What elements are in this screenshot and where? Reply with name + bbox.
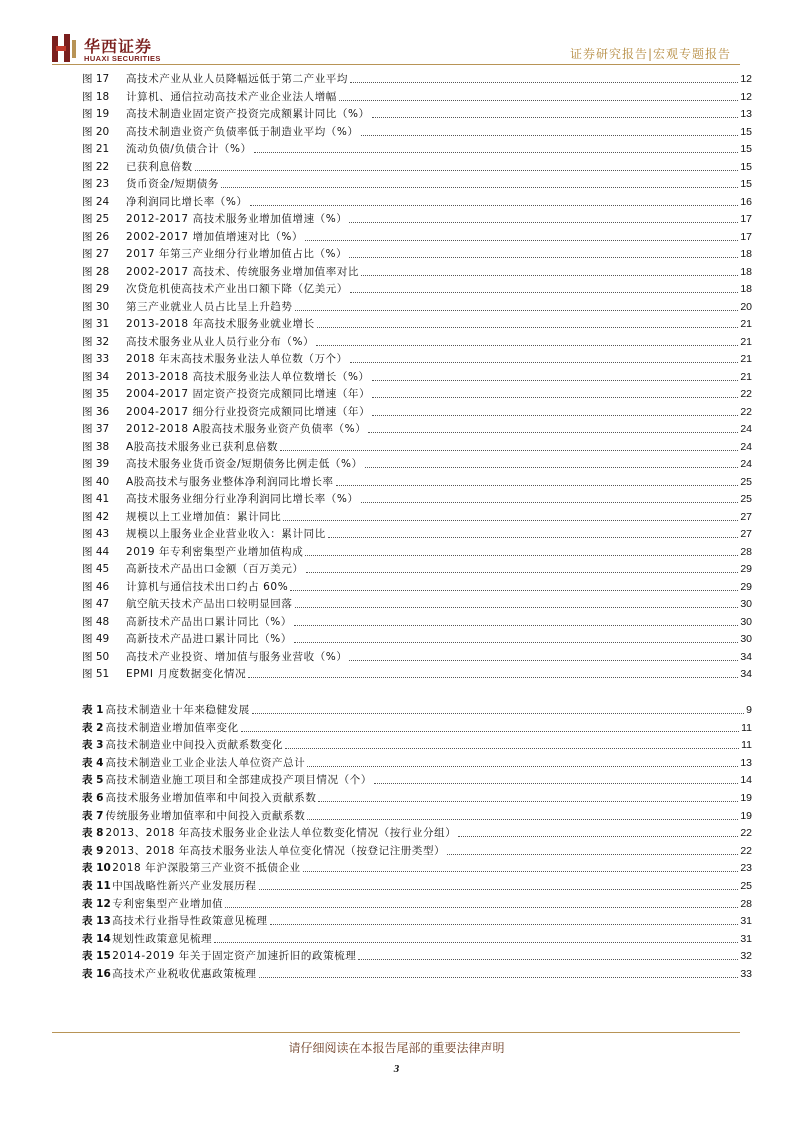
figure-entry[interactable] — [82, 404, 752, 421]
entry-page: 29 — [740, 563, 752, 575]
entry-number: 表 13 — [82, 915, 111, 928]
entry-number: 图 42 — [82, 510, 110, 523]
entry-number: 图 34 — [82, 370, 110, 383]
entry-number: 图 24 — [82, 195, 110, 208]
figure-entry[interactable] — [82, 509, 752, 526]
figure-entry[interactable] — [82, 264, 752, 281]
entry-page: 30 — [740, 615, 752, 628]
entry-page: 25 — [740, 475, 752, 488]
figure-entry[interactable] — [82, 544, 752, 561]
table-entry[interactable] — [82, 948, 752, 965]
entry-page: 24 — [740, 440, 752, 453]
entry-number: 图 33 — [82, 353, 110, 365]
entry-number: 表 9 — [82, 844, 104, 857]
entry-page: 24 — [740, 458, 752, 470]
table-entry[interactable] — [82, 702, 752, 719]
table-entry[interactable] — [82, 878, 752, 895]
entry-number: 图 19 — [82, 108, 110, 120]
entry-page: 22 — [740, 844, 752, 857]
figure-entry[interactable] — [82, 596, 752, 613]
dot-leader — [374, 783, 738, 784]
figure-entry[interactable] — [82, 71, 752, 88]
figure-entry[interactable] — [82, 526, 752, 543]
entry-title: 次贷危机使高技术产业出口额下降（亿美元） — [126, 283, 348, 295]
entry-number: 图 45 — [82, 563, 110, 575]
entry-title: 已获利息倍数 — [126, 160, 193, 173]
table-entry[interactable] — [82, 808, 752, 825]
figure-entry[interactable] — [82, 159, 752, 176]
dot-leader — [368, 432, 738, 433]
entry-title: 2014-2019 年关于固定资产加速折旧的政策梳理 — [112, 950, 357, 963]
entry-page: 23 — [740, 862, 752, 875]
figure-entry[interactable] — [82, 246, 752, 263]
dot-leader — [306, 572, 739, 573]
entry-number: 图 28 — [82, 265, 110, 278]
entry-number: 图 30 — [82, 300, 110, 313]
entry-number: 图 51 — [82, 668, 110, 680]
dot-leader — [290, 590, 738, 591]
entry-number: 图 22 — [82, 160, 110, 173]
entry-page: 15 — [740, 178, 752, 190]
dot-leader — [316, 345, 738, 346]
entry-title: 传统服务业增加值率和中间投入贡献系数 — [105, 809, 306, 822]
entry-number: 表 14 — [82, 932, 111, 945]
dot-leader — [307, 819, 738, 820]
dot-leader — [225, 907, 738, 908]
entry-number: 图 17 — [82, 73, 110, 85]
entry-title: 2013、2018 年高技术服务业企业法人单位数变化情况（按行业分组） — [105, 827, 457, 840]
figure-entry[interactable] — [82, 106, 752, 123]
entry-page: 32 — [740, 950, 752, 963]
entry-number: 图 23 — [82, 178, 110, 190]
brand-name-en: HUAXI SECURITIES — [84, 54, 161, 63]
entry-title: EPMI 月度数据变化情况 — [126, 668, 247, 680]
figure-entry[interactable] — [82, 491, 752, 508]
entry-page: 17 — [740, 230, 752, 243]
entry-number: 图 50 — [82, 650, 110, 663]
dot-leader — [294, 642, 738, 643]
entry-title: 高技术制造业工业企业法人单位资产总计 — [105, 756, 306, 769]
dot-leader — [221, 187, 738, 188]
entry-title: 高技术服务业从业人员行业分布（%） — [126, 335, 315, 348]
figure-entry[interactable] — [82, 316, 752, 333]
entry-title: 流动负债/负债合计（%） — [126, 143, 252, 155]
entry-title: 高技术服务业细分行业净利润同比增长率（%） — [126, 493, 359, 505]
entry-title: 货币资金/短期债务 — [126, 178, 219, 190]
dot-leader — [248, 677, 738, 678]
dot-leader — [259, 889, 739, 890]
entry-number: 表 10 — [82, 862, 111, 875]
table-entry[interactable] — [82, 843, 752, 860]
table-entry[interactable] — [82, 825, 752, 842]
entry-number: 图 40 — [82, 475, 110, 488]
entry-number: 表 15 — [82, 950, 111, 963]
entry-title: 第三产业就业人员占比呈上升趋势 — [126, 300, 293, 313]
entry-title: 高技术制造业增加值率变化 — [105, 721, 239, 734]
figure-entry[interactable] — [82, 649, 752, 666]
figure-entry[interactable] — [82, 666, 752, 683]
entry-page: 30 — [740, 633, 752, 645]
dot-leader — [259, 977, 739, 978]
dot-leader — [285, 748, 739, 749]
entry-number: 图 41 — [82, 493, 110, 505]
dot-leader — [372, 117, 739, 118]
entry-number: 图 27 — [82, 248, 110, 260]
entry-page: 28 — [740, 545, 752, 558]
entry-page: 17 — [740, 213, 752, 225]
entry-title: 航空航天技术产品出口较明显回落 — [126, 598, 293, 610]
entry-page: 18 — [740, 265, 752, 278]
dot-leader — [349, 660, 738, 661]
dot-leader — [365, 467, 739, 468]
entry-title: 2004-2017 细分行业投资完成额同比增速（年） — [126, 405, 371, 418]
entry-page: 12 — [740, 73, 752, 85]
huaxi-logo-icon — [52, 34, 78, 62]
entry-page: 14 — [740, 774, 752, 787]
entry-number: 图 43 — [82, 528, 110, 540]
figure-entry[interactable] — [82, 631, 752, 648]
entry-page: 31 — [740, 915, 752, 928]
dot-leader — [447, 854, 738, 855]
entry-title: 高技术制造业施工项目和全部建成投产项目情况（个） — [105, 774, 372, 787]
dot-leader — [349, 222, 738, 223]
dot-leader — [361, 502, 739, 503]
footer-divider — [52, 1032, 740, 1033]
entry-page: 15 — [740, 160, 752, 173]
entry-number: 图 47 — [82, 598, 110, 610]
entry-page: 27 — [740, 510, 752, 523]
entry-page: 22 — [740, 388, 752, 400]
entry-page: 11 — [741, 721, 752, 734]
entry-page: 24 — [740, 423, 752, 435]
entry-page: 34 — [740, 668, 752, 680]
entry-page: 33 — [740, 968, 752, 980]
entry-title: 高技术产业从业人员降幅远低于第二产业平均 — [126, 73, 348, 85]
dot-leader — [283, 520, 738, 521]
legal-notice: 请仔细阅读在本报告尾部的重要法律声明 — [288, 1041, 505, 1055]
entry-number: 图 37 — [82, 423, 110, 435]
entry-number: 图 44 — [82, 545, 110, 558]
dot-leader — [372, 397, 738, 398]
figure-entry[interactable] — [82, 211, 752, 228]
dot-leader — [295, 310, 739, 311]
entry-title: 2013-2018 年高技术服务业就业增长 — [126, 318, 315, 330]
entry-page: 25 — [740, 493, 752, 505]
table-entry[interactable] — [82, 966, 752, 983]
entry-title: 高新技术产品进口累计同比（%） — [126, 633, 292, 645]
entry-page: 16 — [740, 195, 752, 208]
entry-page: 19 — [740, 792, 752, 804]
dot-leader — [280, 450, 738, 451]
entry-page: 15 — [740, 125, 752, 138]
brand-name-cn: 华西证券 — [84, 37, 153, 56]
report-type-label: 证券研究报告|宏观专题报告 — [569, 47, 731, 61]
figure-entry[interactable] — [82, 194, 752, 211]
entry-page: 29 — [740, 580, 752, 593]
dot-leader — [349, 257, 738, 258]
figure-entry[interactable] — [82, 141, 752, 158]
table-entry[interactable] — [82, 755, 752, 772]
entry-title: 规划性政策意见梳理 — [112, 932, 213, 945]
entry-number: 表 6 — [82, 792, 104, 804]
dot-leader — [305, 240, 738, 241]
figure-entry[interactable] — [82, 351, 752, 368]
dot-leader — [350, 362, 739, 363]
entry-title: 高技术制造业中间投入贡献系数变化 — [105, 739, 284, 752]
table-entry[interactable] — [82, 931, 752, 948]
entry-page: 18 — [740, 283, 752, 295]
entry-number: 表 16 — [82, 968, 111, 980]
dot-leader — [270, 924, 739, 925]
entry-title: 高技术产业投资、增加值与服务业营收（%） — [126, 650, 348, 663]
entry-title: A股高技术服务业已获利息倍数 — [126, 440, 279, 453]
entry-page: 30 — [740, 598, 752, 610]
figure-entry[interactable] — [82, 176, 752, 193]
entry-number: 表 11 — [82, 880, 111, 892]
entry-number: 表 4 — [82, 756, 104, 769]
entry-number: 图 46 — [82, 580, 110, 593]
table-entry[interactable] — [82, 720, 752, 737]
dot-leader — [305, 555, 738, 556]
header-divider — [52, 64, 740, 65]
entry-number: 图 21 — [82, 143, 110, 155]
entry-title: 计算机、通信拉动高技术产业企业法人增幅 — [126, 90, 337, 103]
figure-entry[interactable] — [82, 474, 752, 491]
page-number: 3 — [393, 1063, 400, 1075]
figure-entry[interactable] — [82, 281, 752, 298]
entry-number: 图 49 — [82, 633, 110, 645]
entry-title: 中国战略性新兴产业发展历程 — [112, 880, 257, 892]
entry-title: 2013-2018 高技术服务业法人单位数增长（%） — [126, 370, 370, 383]
dot-leader — [458, 836, 738, 837]
table-entry[interactable] — [82, 790, 752, 807]
entry-number: 图 36 — [82, 405, 110, 418]
entry-page: 21 — [740, 353, 752, 365]
entry-page: 15 — [740, 143, 752, 155]
entry-title: 2018 年末高技术服务业法人单位数（万个） — [126, 353, 348, 365]
dot-leader — [252, 713, 744, 714]
entry-number: 表 7 — [82, 809, 104, 822]
dot-leader — [241, 731, 739, 732]
entry-title: 净利润同比增长率（%） — [126, 195, 248, 208]
entry-page: 21 — [740, 335, 752, 348]
dot-leader — [303, 871, 739, 872]
table-entry[interactable] — [82, 860, 752, 877]
figure-entry[interactable] — [82, 89, 752, 106]
dot-leader — [295, 607, 739, 608]
entry-title: 高技术制造业十年来稳健发展 — [105, 704, 250, 716]
entry-number: 图 35 — [82, 388, 110, 400]
entry-number: 图 32 — [82, 335, 110, 348]
entry-title: 2018 年沪深股第三产业资不抵债企业 — [112, 862, 301, 875]
entry-number: 表 8 — [82, 827, 104, 840]
entry-page: 11 — [741, 739, 752, 752]
figure-entry[interactable] — [82, 124, 752, 141]
dot-leader — [318, 801, 738, 802]
entry-title: 2012-2017 高技术服务业增加值增速（%） — [126, 213, 348, 225]
dot-leader — [254, 152, 739, 153]
figure-entry[interactable] — [82, 561, 752, 578]
entry-page: 22 — [740, 827, 752, 840]
entry-title: 高技术服务业增加值率和中间投入贡献系数 — [105, 792, 317, 804]
dot-leader — [361, 275, 738, 276]
entry-title: 专利密集型产业增加值 — [112, 897, 224, 910]
entry-title: 高技术制造业资产负债率低于制造业平均（%） — [126, 125, 359, 138]
figure-entry[interactable] — [82, 386, 752, 403]
entry-page: 13 — [740, 108, 752, 120]
entry-page: 27 — [740, 528, 752, 540]
figure-entry[interactable] — [82, 299, 752, 316]
entry-number: 图 26 — [82, 230, 110, 243]
dot-leader — [350, 292, 738, 293]
table-entry[interactable] — [82, 896, 752, 913]
table-entry[interactable] — [82, 913, 752, 930]
entry-number: 表 5 — [82, 774, 104, 787]
entry-title: 2002-2017 高技术、传统服务业增加值率对比 — [126, 265, 360, 278]
dot-leader — [361, 135, 739, 136]
entry-page: 21 — [740, 370, 752, 383]
dot-leader — [358, 959, 738, 960]
dot-leader — [294, 625, 738, 626]
entry-page: 31 — [740, 932, 752, 945]
entry-title: 2002-2017 增加值增速对比（%） — [126, 230, 304, 243]
table-entry[interactable] — [82, 737, 752, 754]
entry-number: 图 39 — [82, 458, 110, 470]
entry-page: 22 — [740, 405, 752, 418]
entry-number: 图 18 — [82, 90, 110, 103]
entry-title: 高技术服务业货币资金/短期债务比例走低（%） — [126, 458, 363, 470]
table-entry[interactable] — [82, 772, 752, 789]
entry-title: A股高技术与服务业整体净利润同比增长率 — [126, 475, 334, 488]
dot-leader — [336, 485, 739, 486]
entry-title: 2013、2018 年高技术服务业法人单位变化情况（按登记注册类型） — [105, 844, 446, 857]
entry-title: 2019 年专利密集型产业增加值构成 — [126, 545, 304, 558]
entry-number: 图 25 — [82, 213, 110, 225]
entry-number: 图 31 — [82, 318, 110, 330]
figure-entry[interactable] — [82, 579, 752, 596]
figure-entry[interactable] — [82, 369, 752, 386]
entry-page: 21 — [740, 318, 752, 330]
entry-title: 高技术制造业固定资产投资完成额累计同比（%） — [126, 108, 370, 120]
entry-title: 2012-2018 A股高技术服务业资产负债率（%） — [126, 423, 367, 435]
entry-page: 12 — [740, 90, 752, 103]
entry-page: 13 — [740, 756, 752, 769]
dot-leader — [328, 537, 739, 538]
dot-leader — [350, 82, 738, 83]
figure-entry[interactable] — [82, 614, 752, 631]
figure-entry[interactable] — [82, 439, 752, 456]
entry-number: 表 1 — [82, 704, 104, 716]
dot-leader — [195, 170, 739, 171]
page-header — [0, 0, 793, 66]
entry-title: 高技术行业指导性政策意见梳理 — [112, 915, 268, 928]
entry-title: 高技术产业税收优惠政策梳理 — [112, 968, 257, 980]
entry-number: 表 12 — [82, 897, 111, 910]
entry-page: 18 — [740, 248, 752, 260]
entry-page: 20 — [740, 300, 752, 313]
entry-page: 25 — [740, 880, 752, 892]
dot-leader — [372, 380, 739, 381]
entry-title: 高新技术产品出口金额（百万美元） — [126, 563, 304, 575]
entry-title: 2017 年第三产业细分行业增加值占比（%） — [126, 248, 348, 260]
entry-number: 图 20 — [82, 125, 110, 138]
entry-page: 9 — [746, 704, 752, 716]
dot-leader — [372, 415, 738, 416]
dot-leader — [250, 205, 739, 206]
figure-entry[interactable] — [82, 334, 752, 351]
entry-page: 28 — [740, 897, 752, 910]
entry-title: 2004-2017 固定资产投资完成额同比增速（年） — [126, 388, 371, 400]
entry-title: 高新技术产品出口累计同比（%） — [126, 615, 292, 628]
figure-entry[interactable] — [82, 456, 752, 473]
entry-number: 表 2 — [82, 721, 104, 734]
entry-title: 规模以上服务业企业营业收入：累计同比 — [126, 528, 326, 540]
figure-entry[interactable] — [82, 229, 752, 246]
figure-entry[interactable] — [82, 421, 752, 438]
entry-number: 图 29 — [82, 283, 110, 295]
entry-number: 表 3 — [82, 739, 104, 752]
dot-leader — [317, 327, 739, 328]
entry-page: 19 — [740, 809, 752, 822]
entry-title: 计算机与通信技术出口约占 60% — [126, 580, 289, 593]
entry-page: 34 — [740, 650, 752, 663]
dot-leader — [307, 766, 738, 767]
dot-leader — [214, 942, 738, 943]
entry-title: 规模以上工业增加值：累计同比 — [126, 510, 282, 523]
entry-number: 图 38 — [82, 440, 110, 453]
entry-number: 图 48 — [82, 615, 110, 628]
dot-leader — [339, 100, 738, 101]
